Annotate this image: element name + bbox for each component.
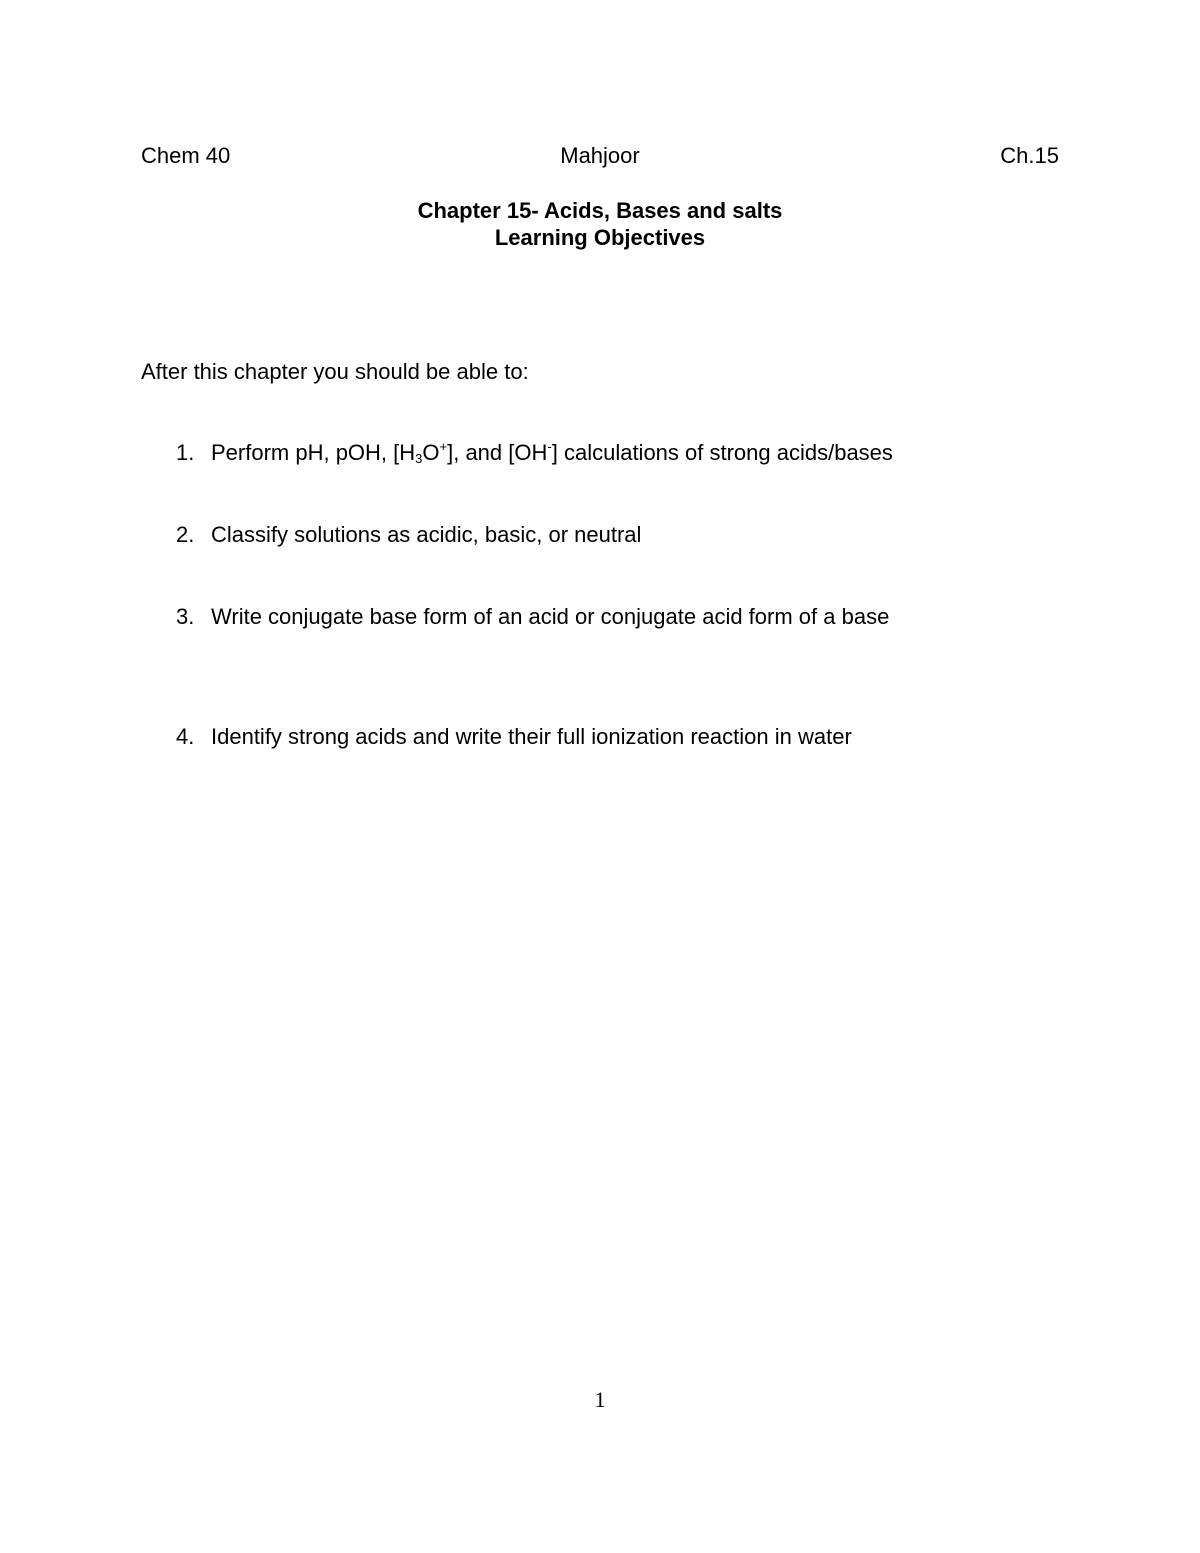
section-subtitle: Learning Objectives [494, 225, 706, 250]
list-item-number: 2. [176, 522, 195, 547]
header-instructor: Mahjoor [560, 143, 640, 168]
text-part: ] calculations of strong acids/bases [551, 440, 893, 465]
list-item-text: Write conjugate base form of an acid or conjugate acid form of a base [211, 604, 890, 629]
page-title [0, 197, 1200, 251]
subscript: 3 [415, 451, 423, 466]
header-chapter-ref: Ch.15 [1000, 143, 1059, 168]
list-item-number: 4. [176, 724, 195, 749]
text-part: Perform pH, pOH, [H [211, 440, 416, 465]
text-part: ], and [OH [447, 440, 548, 465]
intro-text: After this chapter you should be able to: [141, 359, 529, 384]
list-item-text: Classify solutions as acidic, basic, or neutral [211, 522, 642, 547]
list-item-number: 3. [176, 604, 195, 629]
header-course: Chem 40 [141, 143, 231, 168]
superscript: - [547, 439, 552, 454]
list-item-text: Identify strong acids and write their full ionization reaction in water [211, 724, 852, 749]
text-part: O [422, 440, 440, 465]
superscript: + [439, 439, 448, 454]
chapter-title: Chapter 15- Acids, Bases and salts [417, 198, 783, 223]
list-item-text [211, 440, 893, 466]
list-item-number: 1. [176, 440, 195, 465]
page-number: 1 [594, 1387, 606, 1412]
